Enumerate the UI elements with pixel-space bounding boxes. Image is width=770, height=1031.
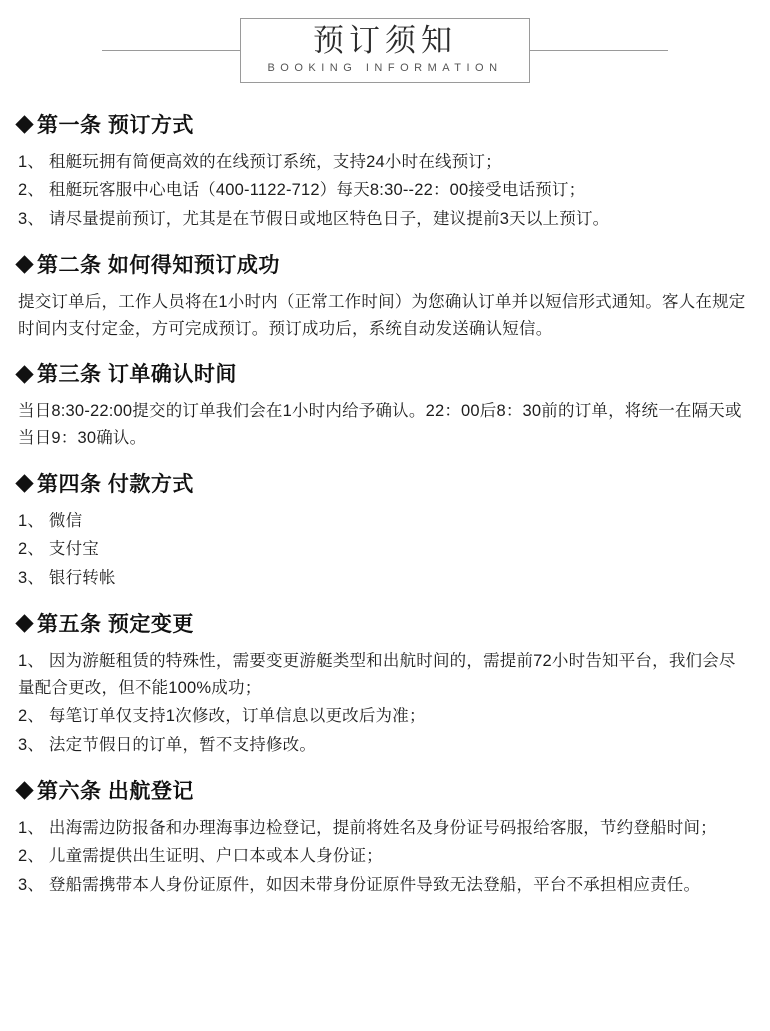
list-item: [18, 536, 752, 563]
diamond-icon: [15, 365, 33, 383]
section-confirm-time: [14, 358, 756, 451]
section-heading: [18, 358, 752, 388]
list-item: [18, 815, 752, 842]
section-heading-text: 第六条 出航登记: [37, 779, 194, 803]
section-heading-text: 第五条 预定变更: [37, 612, 194, 636]
section-payment-methods: [14, 468, 756, 592]
list-item-number: 2、: [18, 707, 45, 726]
diamond-icon: [15, 115, 33, 133]
list-item-text: 微信: [48, 511, 83, 530]
section-heading-text: 第三条 订单确认时间: [37, 363, 237, 387]
list-item-number: 1、: [18, 152, 45, 171]
section-heading: [18, 249, 752, 279]
section-body: [18, 149, 752, 233]
list-item-number: 3、: [18, 735, 45, 754]
list-item-text: 儿童需提供出生证明、户口本或本人身份证；: [48, 847, 383, 866]
list-item-number: 1、: [18, 818, 45, 837]
section-body: [18, 648, 752, 759]
section-heading: [18, 775, 752, 805]
page-subtitle: BOOKING INFORMATION: [267, 61, 503, 74]
list-item: [18, 872, 752, 899]
title-box: [240, 18, 529, 83]
list-item-text: 因为游艇租赁的特殊性，需要变更游艇类型和出航时间的，需提前72小时告知平台，我们会尽量配合更改，但不能100%成功；: [18, 651, 736, 697]
list-item-text: 法定节假日的订单，暂不支持修改。: [48, 735, 317, 754]
ordered-list: [18, 508, 752, 592]
list-item: [18, 177, 752, 204]
diamond-icon: [15, 256, 33, 274]
diamond-icon: [15, 615, 33, 633]
list-item: [18, 206, 752, 233]
paragraph: 提交订单后，工作人员将在1小时内（正常工作时间）为您确认订单并以短信形式通知。客人在规定时间内支付定金，方可完成预订。预订成功后，系统自动发送确认短信。: [18, 292, 746, 338]
section-heading-text: 第一条 预订方式: [37, 113, 194, 137]
list-item-number: 2、: [18, 847, 45, 866]
list-item: [18, 648, 752, 701]
section-booking-method: [14, 109, 756, 233]
ordered-list: [18, 648, 752, 759]
ordered-list: [18, 149, 752, 233]
document-header: [14, 14, 756, 93]
list-item: [18, 508, 752, 535]
list-item-number: 3、: [18, 210, 45, 229]
diamond-icon: [15, 782, 33, 800]
list-item-text: 银行转帐: [48, 569, 116, 588]
paragraph: 当日8:30-22:00提交的订单我们会在1小时内给予确认。22：00后8：30前的订单，将统一在隔天或当日9：30确认。: [18, 402, 742, 447]
list-item-text: 登船需携带本人身份证原件，如因未带身份证原件导致无法登船，平台不承担相应责任。: [48, 876, 701, 895]
diamond-icon: [15, 474, 33, 492]
section-heading: [18, 608, 752, 638]
list-item-text: 出海需边防报备和办理海事边检登记，提前将姓名及身份证号码报给客服，节约登船时间；: [48, 818, 717, 837]
list-item: [18, 843, 752, 870]
list-item-text: 租艇玩客服中心电话（400-1122-712）每天8:30--22：00接受电话预订；: [48, 181, 586, 200]
list-item-number: 1、: [18, 651, 45, 670]
section-body: [18, 398, 752, 451]
list-item-number: 3、: [18, 876, 45, 895]
section-heading-text: 第二条 如何得知预订成功: [37, 253, 280, 277]
title-row: [14, 18, 756, 83]
list-item-text: 每笔订单仅支持1次修改，订单信息以更改后为准；: [48, 707, 426, 726]
list-item-text: 请尽量提前预订，尤其是在节假日或地区特色日子，建议提前3天以上预订。: [48, 210, 610, 229]
list-item-number: 2、: [18, 181, 45, 200]
section-heading-text: 第四条 付款方式: [37, 472, 194, 496]
list-item: [18, 703, 752, 730]
list-item-number: 3、: [18, 569, 45, 588]
section-heading: [18, 109, 752, 139]
list-item-number: 2、: [18, 540, 45, 559]
list-item: [18, 149, 752, 176]
list-item-number: 1、: [18, 511, 45, 530]
section-confirm-success: [14, 249, 756, 342]
list-item-text: 租艇玩拥有简便高效的在线预订系统，支持24小时在线预订；: [48, 152, 502, 171]
list-item-text: 支付宝: [48, 540, 99, 559]
ordered-list: [18, 815, 752, 899]
section-heading: [18, 468, 752, 498]
list-item: [18, 565, 752, 592]
section-body: [18, 815, 752, 899]
title-rule-right: [528, 50, 668, 51]
title-rule-left: [102, 50, 242, 51]
page-title: 预订须知: [312, 23, 457, 58]
section-departure-registration: [14, 775, 756, 899]
list-item: [18, 732, 752, 759]
section-body: [18, 289, 752, 342]
section-body: [18, 508, 752, 592]
section-booking-change: [14, 608, 756, 759]
